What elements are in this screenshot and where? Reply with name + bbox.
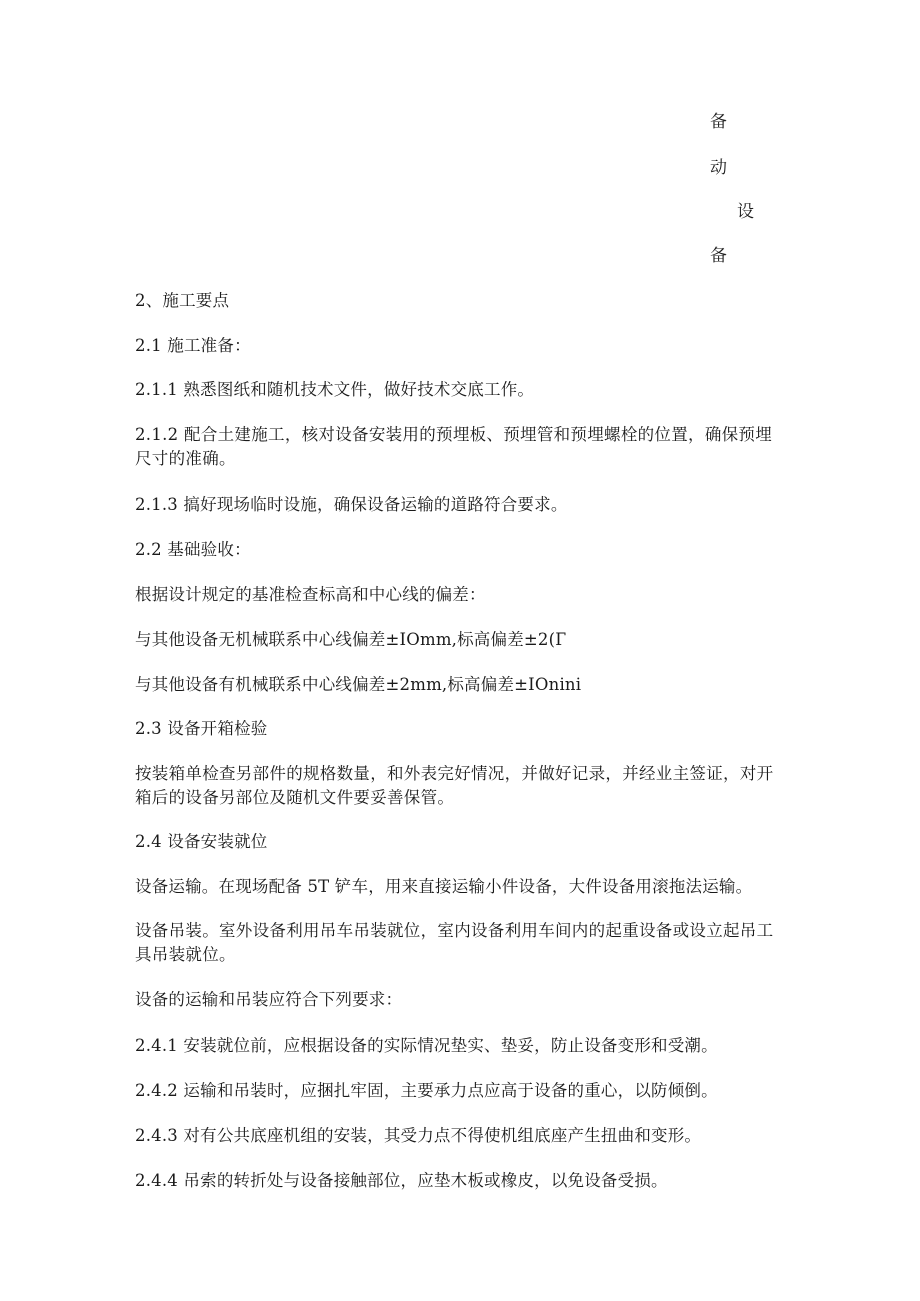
paragraph: 2.4.2 运输和吊装时，应捆扎牢固，主要承力点应高于设备的重心，以防倾倒。 [135,1081,718,1100]
paragraph: 按装箱单检查另部件的规格数量，和外表完好情况，并做好记录，并经业主签证，对开箱后的设备另部位及随机文件要妥善保管。 [135,764,774,807]
subsection-heading: 2.1 施工准备： [135,336,251,355]
subsection-heading: 2.3 设备开箱检验 [135,719,268,738]
side-label-char: 设 [737,202,754,222]
paragraph: 设备的运输和吊装应符合下列要求： [135,990,403,1009]
paragraph: 与其他设备有机械联系中心线偏差±2mm,标高偏差±IOnini [135,675,582,694]
subsection-heading: 2.2 基础验收： [135,540,251,559]
paragraph: 2.1.2 配合土建施工，核对设备安装用的预埋板、预埋管和预埋螺栓的位置，确保预埋尺寸的准确。 [135,425,773,468]
paragraph: 2.4.1 安装就位前，应根据设备的实际情况垫实、垫妥，防止设备变形和受潮。 [135,1036,718,1055]
paragraph: 2.4.3 对有公共底座机组的安装，其受力点不得使机组底座产生扭曲和变形。 [135,1126,702,1145]
paragraph: 设备吊装。室外设备利用吊车吊装就位，室内设备利用车间内的起重设备或设立起吊工具吊装就位。 [135,921,774,964]
section-heading: 2、施工要点 [135,291,230,310]
paragraph: 2.1.3 搞好现场临时设施，确保设备运输的道路符合要求。 [135,495,568,514]
paragraph: 设备运输。在现场配备 5T 铲车，用来直接运输小件设备，大件设备用滚拖法运输。 [135,877,753,896]
side-label-char: 备 [710,112,727,132]
paragraph: 2.1.1 熟悉图纸和随机技术文件，做好技术交底工作。 [135,380,535,399]
side-label-char: 动 [710,158,727,178]
side-label-char: 备 [710,246,727,266]
subsection-heading: 2.4 设备安装就位 [135,832,268,851]
paragraph: 与其他设备无机械联系中心线偏差±IOmm,标高偏差±2(Г [135,630,567,649]
paragraph: 2.4.4 吊索的转折处与设备接触部位，应垫木板或橡皮，以免设备受损。 [135,1171,668,1190]
paragraph: 根据设计规定的基准检查标高和中心线的偏差： [135,585,486,604]
